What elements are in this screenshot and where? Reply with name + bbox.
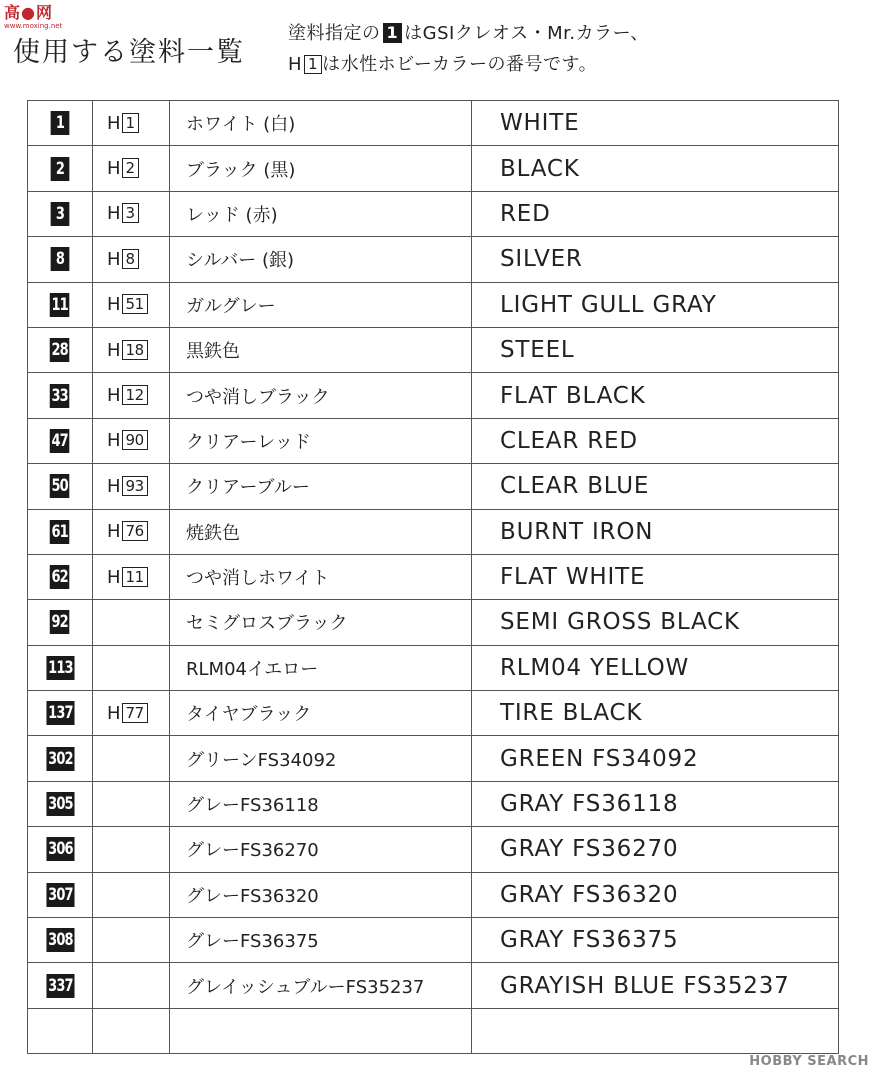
english-name-cell: GREEN FS34092 xyxy=(472,736,839,781)
hobby-prefix: H xyxy=(107,566,121,588)
japanese-name-cell: グレーFS36270 xyxy=(170,827,472,872)
english-name-cell: CLEAR RED xyxy=(472,418,839,463)
table-row xyxy=(28,191,839,236)
hobby-color-cell xyxy=(93,872,170,917)
mr-color-number: 306 xyxy=(47,839,73,860)
paint-table xyxy=(27,100,839,1054)
hobby-color-cell xyxy=(93,373,170,418)
table-row xyxy=(28,600,839,645)
table-row xyxy=(28,327,839,372)
hobby-prefix: H xyxy=(107,294,121,316)
japanese-name-cell: クリアーブルー xyxy=(170,464,472,509)
logo-url: www.moxing.net xyxy=(4,22,63,30)
japanese-name-cell: ホワイト (白) xyxy=(170,101,472,146)
color-number-cell xyxy=(28,327,93,372)
table-row xyxy=(28,1008,839,1053)
japanese-name-cell: つや消しブラック xyxy=(170,373,472,418)
japanese-name-cell: 黒鉄色 xyxy=(170,327,472,372)
english-name-cell: BLACK xyxy=(472,146,839,191)
watermark: HOBBY SEARCH xyxy=(749,1054,869,1069)
hobby-color-number: 2 xyxy=(122,158,139,178)
japanese-name-cell: セミグロスブラック xyxy=(170,600,472,645)
hobby-color-number: 90 xyxy=(122,430,148,450)
mr-color-number: 308 xyxy=(47,930,73,951)
color-number-cell xyxy=(28,600,93,645)
hobby-color-cell xyxy=(93,146,170,191)
table-row xyxy=(28,781,839,826)
mr-color-number: 61 xyxy=(51,521,69,542)
note-line-2 xyxy=(288,50,597,76)
table-row xyxy=(28,827,839,872)
mr-color-number: 137 xyxy=(47,703,73,724)
color-number-cell xyxy=(28,872,93,917)
english-name-cell: SEMI GROSS BLACK xyxy=(472,600,839,645)
japanese-name-cell: グレーFS36375 xyxy=(170,918,472,963)
hobby-color-cell xyxy=(93,963,170,1008)
hobby-prefix: H xyxy=(107,112,121,134)
english-name-cell: BURNT IRON xyxy=(472,509,839,554)
hobby-color-number: 77 xyxy=(122,703,148,723)
mr-color-number: 307 xyxy=(47,884,73,905)
table-row xyxy=(28,464,839,509)
hobby-color-cell xyxy=(93,418,170,463)
table-row xyxy=(28,736,839,781)
mr-color-number: 337 xyxy=(47,975,73,996)
japanese-name-cell: シルバー (銀) xyxy=(170,237,472,282)
hobby-color-cell xyxy=(93,645,170,690)
hobby-color-number: 51 xyxy=(122,294,148,314)
table-row xyxy=(28,373,839,418)
hobby-prefix: H xyxy=(107,430,121,452)
color-number-cell xyxy=(28,736,93,781)
hobby-color-cell xyxy=(93,691,170,736)
color-number-cell xyxy=(28,464,93,509)
note-line-1 xyxy=(288,19,649,45)
english-name-cell: GRAY FS36270 xyxy=(472,827,839,872)
hobby-color-number: 1 xyxy=(122,113,139,133)
hobby-color-number: 3 xyxy=(122,203,139,223)
logo-text: 高●网 xyxy=(4,3,53,22)
hobby-color-cell xyxy=(93,282,170,327)
color-number-cell xyxy=(28,101,93,146)
table-row xyxy=(28,918,839,963)
page-title: 使用する塗料一覧 xyxy=(13,37,245,68)
table-row xyxy=(28,872,839,917)
hobby-color-cell xyxy=(93,736,170,781)
mr-color-number: 47 xyxy=(51,430,69,451)
english-name-cell: RLM04 YELLOW xyxy=(472,645,839,690)
hobby-color-number: 8 xyxy=(122,249,139,269)
japanese-name-cell: グレーFS36118 xyxy=(170,781,472,826)
japanese-name-cell xyxy=(170,1008,472,1053)
japanese-name-cell: タイヤブラック xyxy=(170,691,472,736)
hobby-color-number: 93 xyxy=(122,476,148,496)
note-l2-box: 1 xyxy=(304,55,322,74)
table-row xyxy=(28,146,839,191)
mr-color-number: 92 xyxy=(51,612,69,633)
japanese-name-cell: RLM04イエロー xyxy=(170,645,472,690)
color-number-cell xyxy=(28,509,93,554)
mr-color-number: 2 xyxy=(51,157,70,181)
hobby-color-number: 76 xyxy=(122,521,148,541)
color-number-cell xyxy=(28,554,93,599)
english-name-cell: LIGHT GULL GRAY xyxy=(472,282,839,327)
color-number-cell xyxy=(28,827,93,872)
english-name-cell: STEEL xyxy=(472,327,839,372)
color-number-cell xyxy=(28,918,93,963)
color-number-cell xyxy=(28,282,93,327)
japanese-name-cell: グレーFS36320 xyxy=(170,872,472,917)
english-name-cell: GRAYISH BLUE FS35237 xyxy=(472,963,839,1008)
japanese-name-cell: 焼鉄色 xyxy=(170,509,472,554)
hobby-color-cell xyxy=(93,327,170,372)
color-number-cell xyxy=(28,373,93,418)
hobby-color-cell xyxy=(93,237,170,282)
japanese-name-cell: ガルグレー xyxy=(170,282,472,327)
hobby-prefix: H xyxy=(107,203,121,225)
mr-color-number: 28 xyxy=(51,340,69,361)
table-row xyxy=(28,691,839,736)
english-name-cell: TIRE BLACK xyxy=(472,691,839,736)
note-l1-box: 1 xyxy=(383,23,403,43)
color-number-cell xyxy=(28,691,93,736)
hobby-prefix: H xyxy=(107,158,121,180)
hobby-color-number: 18 xyxy=(122,340,148,360)
english-name-cell xyxy=(472,1008,839,1053)
color-number-cell xyxy=(28,1008,93,1053)
color-number-cell xyxy=(28,146,93,191)
table-row xyxy=(28,282,839,327)
color-number-cell xyxy=(28,781,93,826)
note-l2-h: H xyxy=(288,54,303,75)
hobby-color-cell xyxy=(93,464,170,509)
paint-table-body xyxy=(28,101,839,1054)
table-row xyxy=(28,237,839,282)
japanese-name-cell: クリアーレッド xyxy=(170,418,472,463)
mr-color-number: 33 xyxy=(51,385,69,406)
mr-color-number: 11 xyxy=(51,294,69,315)
hobby-color-cell xyxy=(93,827,170,872)
color-number-cell xyxy=(28,418,93,463)
english-name-cell: FLAT WHITE xyxy=(472,554,839,599)
table-row xyxy=(28,963,839,1008)
hobby-prefix: H xyxy=(107,702,121,724)
table-row xyxy=(28,554,839,599)
japanese-name-cell: レッド (赤) xyxy=(170,191,472,236)
hobby-color-cell xyxy=(93,1008,170,1053)
hobby-color-cell xyxy=(93,101,170,146)
table-row xyxy=(28,101,839,146)
table-row xyxy=(28,418,839,463)
color-number-cell xyxy=(28,645,93,690)
japanese-name-cell: つや消しホワイト xyxy=(170,554,472,599)
japanese-name-cell: グレイッシュブルーFS35237 xyxy=(170,963,472,1008)
japanese-name-cell: ブラック (黒) xyxy=(170,146,472,191)
table-row xyxy=(28,645,839,690)
english-name-cell: GRAY FS36375 xyxy=(472,918,839,963)
hobby-prefix: H xyxy=(107,475,121,497)
table-row xyxy=(28,509,839,554)
note-l1-before: 塗料指定の xyxy=(288,23,381,44)
note-l2-after: は水性ホビーカラーの番号です。 xyxy=(322,54,598,75)
english-name-cell: GRAY FS36320 xyxy=(472,872,839,917)
english-name-cell: CLEAR BLUE xyxy=(472,464,839,509)
hobby-color-number: 11 xyxy=(122,567,148,587)
hobby-color-number: 12 xyxy=(122,385,148,405)
english-name-cell: WHITE xyxy=(472,101,839,146)
hobby-color-cell xyxy=(93,781,170,826)
note-l1-after: はGSIクレオス・Mr.カラー、 xyxy=(404,23,649,44)
english-name-cell: FLAT BLACK xyxy=(472,373,839,418)
mr-color-number: 1 xyxy=(51,111,70,135)
hobby-color-cell xyxy=(93,509,170,554)
color-number-cell xyxy=(28,963,93,1008)
english-name-cell: RED xyxy=(472,191,839,236)
hobby-color-cell xyxy=(93,600,170,645)
japanese-name-cell: グリーンFS34092 xyxy=(170,736,472,781)
color-number-cell xyxy=(28,237,93,282)
hobby-color-cell xyxy=(93,191,170,236)
hobby-prefix: H xyxy=(107,385,121,407)
mr-color-number: 62 xyxy=(51,567,69,588)
mr-color-number: 305 xyxy=(47,794,73,815)
hobby-prefix: H xyxy=(107,339,121,361)
mr-color-number: 8 xyxy=(51,247,70,271)
hobby-color-cell xyxy=(93,554,170,599)
color-number-cell xyxy=(28,191,93,236)
english-name-cell: GRAY FS36118 xyxy=(472,781,839,826)
mr-color-number: 3 xyxy=(51,202,70,226)
english-name-cell: SILVER xyxy=(472,237,839,282)
hobby-prefix: H xyxy=(107,521,121,543)
hobby-color-cell xyxy=(93,918,170,963)
mr-color-number: 50 xyxy=(51,476,69,497)
hobby-prefix: H xyxy=(107,248,121,270)
mr-color-number: 302 xyxy=(47,748,73,769)
mr-color-number: 113 xyxy=(47,657,73,678)
